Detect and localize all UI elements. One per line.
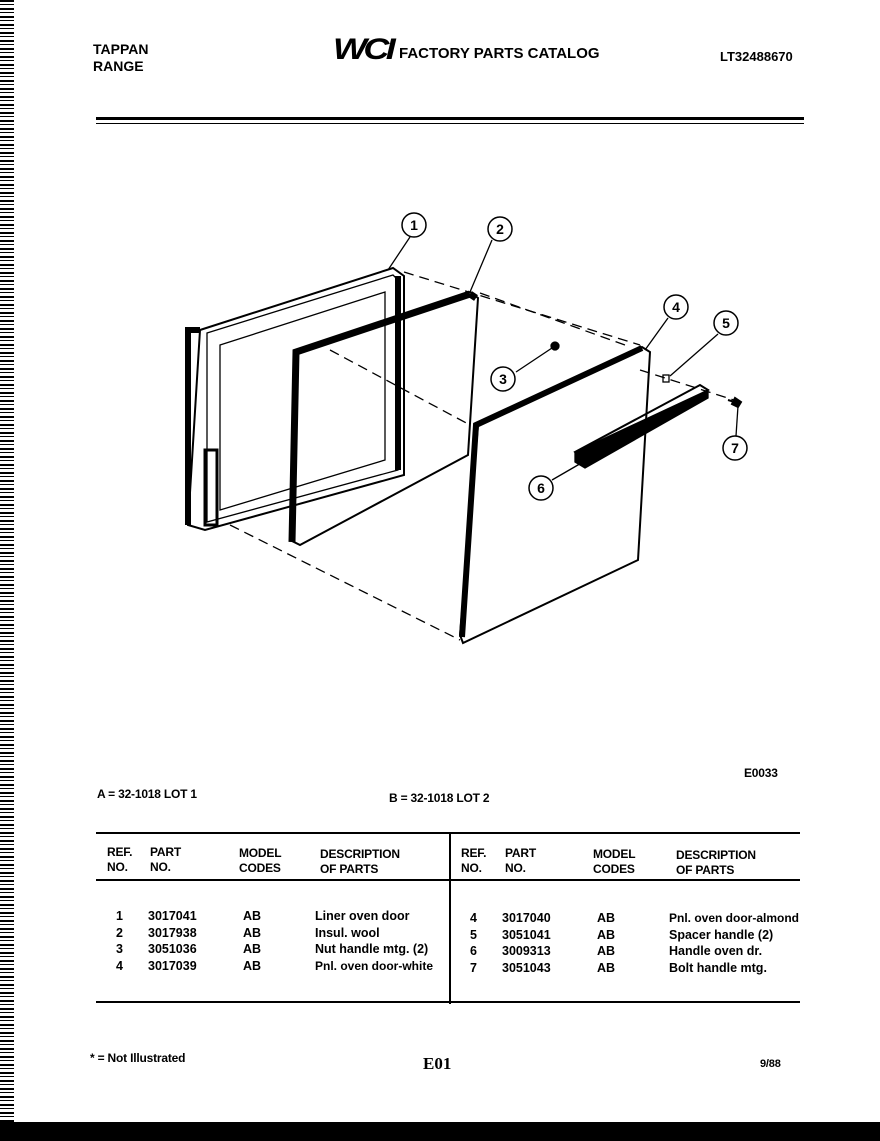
hdr-desc-right: DESCRIPTION OF PARTS bbox=[676, 848, 756, 877]
callout-5 bbox=[714, 311, 738, 335]
callout-2 bbox=[488, 217, 512, 241]
svg-text:6: 6 bbox=[537, 480, 545, 496]
table-divider bbox=[449, 832, 451, 1004]
not-illustrated-note: * = Not Illustrated bbox=[90, 1051, 186, 1065]
hdr-part-left: PART NO. bbox=[150, 845, 181, 874]
hdr-model-left: MODEL CODES bbox=[239, 846, 282, 875]
svg-text:1: 1 bbox=[410, 217, 418, 233]
hdr-model-right: MODEL CODES bbox=[593, 847, 636, 876]
guide-lines bbox=[230, 272, 740, 640]
brand-line2: RANGE bbox=[93, 58, 144, 74]
wci-logo: WCI bbox=[333, 33, 393, 66]
svg-text:4: 4 bbox=[672, 299, 680, 315]
svg-text:3: 3 bbox=[499, 371, 507, 387]
svg-text:2: 2 bbox=[496, 221, 504, 237]
table-top-rule bbox=[96, 832, 800, 834]
callout-6 bbox=[529, 476, 553, 500]
model-number: LT32488670 bbox=[720, 49, 793, 64]
oven-door-handle bbox=[575, 385, 708, 468]
svg-text:5: 5 bbox=[722, 315, 730, 331]
callout-3 bbox=[491, 367, 515, 391]
exploded-diagram bbox=[0, 140, 880, 780]
catalog-title: FACTORY PARTS CATALOG bbox=[399, 45, 600, 62]
hdr-desc-left: DESCRIPTION OF PARTS bbox=[320, 847, 400, 876]
oven-door-panel bbox=[460, 347, 650, 643]
insulation-wool bbox=[290, 292, 478, 545]
page-code: E01 bbox=[423, 1054, 452, 1073]
callout-7 bbox=[723, 436, 747, 460]
hdr-ref-right: REF. NO. bbox=[461, 846, 487, 875]
scan-edge-bottom bbox=[0, 1122, 880, 1141]
diagram-code: E0033 bbox=[744, 766, 778, 780]
svg-text:7: 7 bbox=[731, 440, 739, 456]
lot-b: B = 32-1018 LOT 2 bbox=[389, 791, 490, 805]
table-bottom-rule bbox=[96, 1001, 800, 1003]
lot-a: A = 32-1018 LOT 1 bbox=[97, 787, 197, 801]
callout-1 bbox=[402, 213, 426, 237]
nut-handle bbox=[551, 342, 559, 350]
spacer-handle bbox=[663, 375, 669, 382]
bolt-handle bbox=[728, 398, 741, 407]
header-rule-thin bbox=[96, 123, 804, 124]
hdr-ref-left: REF. NO. bbox=[107, 845, 133, 874]
brand-line1: TAPPAN bbox=[93, 41, 149, 57]
hdr-part-right: PART NO. bbox=[505, 846, 536, 875]
catalog-date: 9/88 bbox=[760, 1058, 781, 1070]
table-header-rule bbox=[96, 879, 800, 881]
header-rule bbox=[96, 117, 804, 120]
brand-block bbox=[93, 41, 148, 75]
callout-4 bbox=[664, 295, 688, 319]
